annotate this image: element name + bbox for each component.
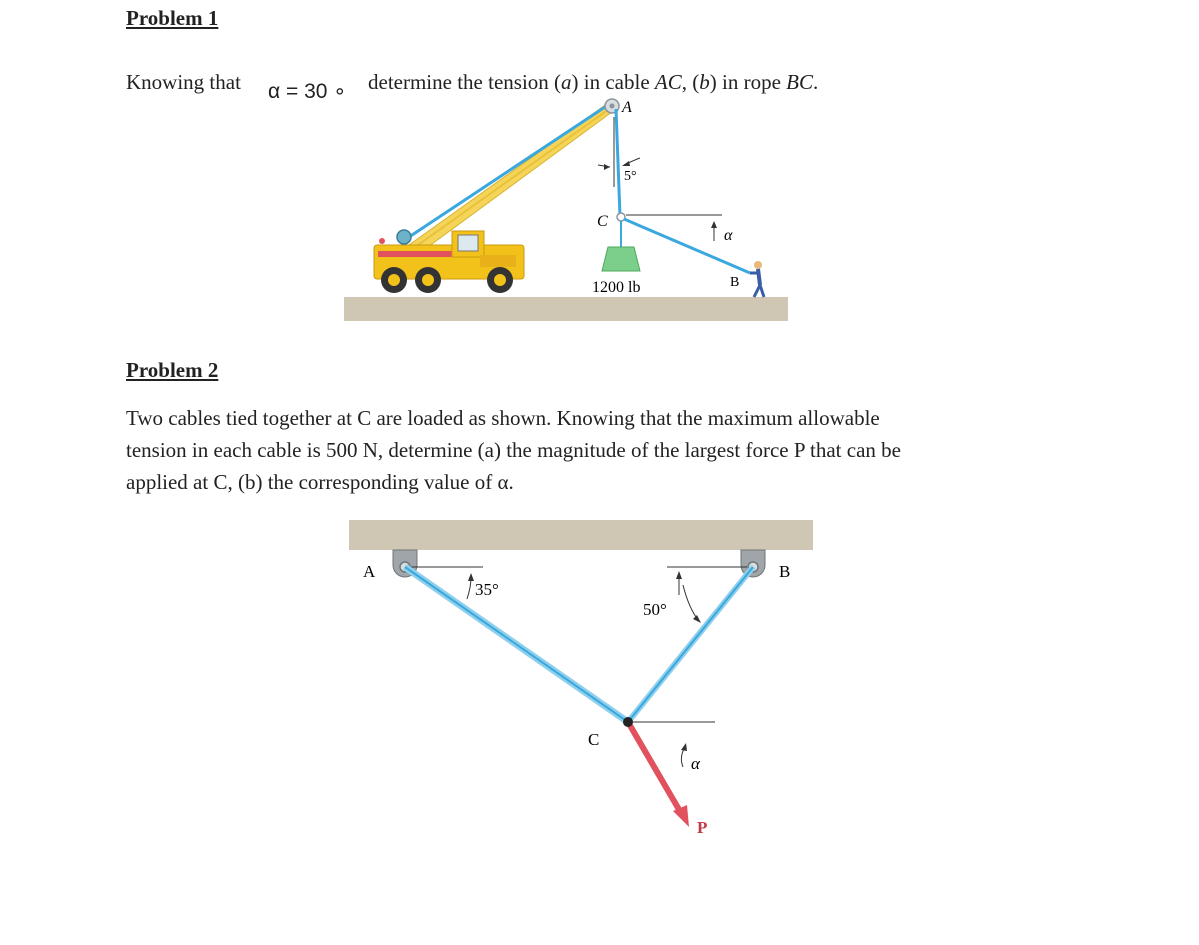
cable-ac-2-core xyxy=(405,567,628,722)
point-c-2 xyxy=(623,717,633,727)
angle-alpha-label-2: α xyxy=(691,754,700,773)
load-weight xyxy=(602,247,640,271)
q-b: b xyxy=(699,70,710,94)
label-b-2: B xyxy=(779,562,791,581)
force-p xyxy=(628,722,681,813)
cables-figure xyxy=(345,515,815,845)
problem1-question xyxy=(368,66,818,98)
q-ac: AC xyxy=(654,70,682,94)
cable-bc-2-core xyxy=(628,567,753,722)
angle-50-arrowhead xyxy=(676,571,682,579)
q-text2: ) in cable xyxy=(571,70,655,94)
load-label: 1200 lb xyxy=(592,279,641,296)
crane-figure xyxy=(340,95,800,325)
problem2-text xyxy=(126,402,1126,498)
problem1-heading: Problem 1 xyxy=(126,6,219,30)
q-bc: BC xyxy=(786,70,813,94)
label-a-2: A xyxy=(363,562,376,581)
angle-arrowhead-right xyxy=(622,161,630,166)
q-text1: determine the tension ( xyxy=(368,70,562,94)
boom-edge xyxy=(404,107,612,255)
alpha-arrowhead-2 xyxy=(681,743,687,751)
person-icon xyxy=(750,261,764,297)
angle-35-label: 35° xyxy=(475,580,499,599)
cable-truck-a xyxy=(403,105,608,241)
angle-5-label: 5° xyxy=(624,169,637,184)
problem1-intro: Knowing that xyxy=(126,70,241,94)
angle-50-label: 50° xyxy=(643,600,667,619)
problem2-heading: Problem 2 xyxy=(126,358,219,382)
crane-truck xyxy=(374,230,524,293)
q-text3: , ( xyxy=(681,70,700,94)
problem2-line3: applied at C, (b) the corresponding value of α. xyxy=(126,470,514,494)
angle-alpha-label: α xyxy=(724,227,733,244)
alpha-equation: α = 30 ∘ xyxy=(268,80,347,103)
label-b: B xyxy=(730,275,740,290)
cable-ac xyxy=(616,109,620,216)
q-a: a xyxy=(561,70,572,94)
label-p: P xyxy=(697,818,708,837)
label-c-2: C xyxy=(588,730,600,749)
alpha-arrowhead xyxy=(711,221,717,228)
problem2-line1: Two cables tied together at C are loaded as shown. Knowing that the maximum allowable xyxy=(126,406,880,430)
q-text5: . xyxy=(813,70,819,94)
angle-50-arrowhead-2 xyxy=(693,615,701,623)
problem2-line2: tension in each cable is 500 N, determine (a) the magnitude of the largest force P that can be xyxy=(126,438,901,462)
label-a: A xyxy=(622,99,632,116)
pulley-a-hub xyxy=(610,104,615,109)
label-c: C xyxy=(597,213,608,230)
q-text4: ) in rope xyxy=(709,70,787,94)
angle-arrowhead-left xyxy=(604,164,610,170)
ground xyxy=(344,297,788,321)
angle-35-arrowhead xyxy=(468,573,474,581)
ceiling xyxy=(349,520,813,550)
